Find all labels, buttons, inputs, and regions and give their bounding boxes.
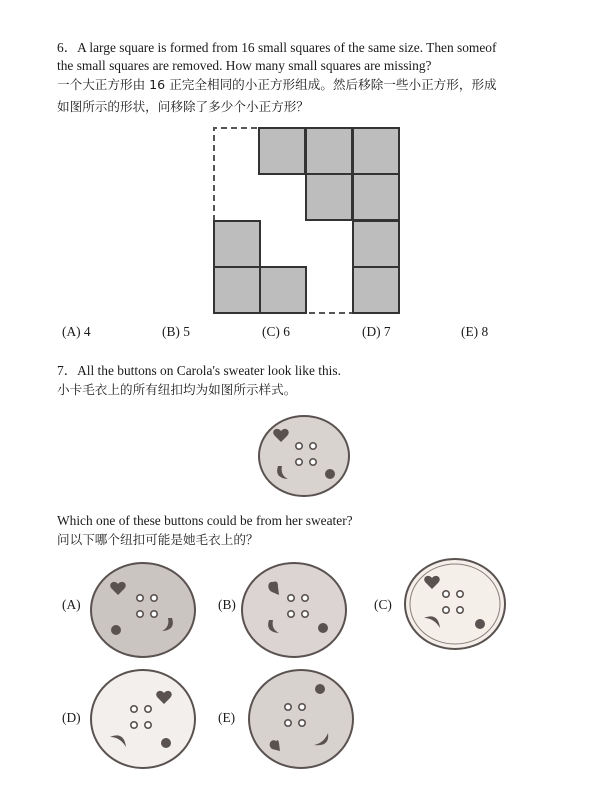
q6-number: 6． — [57, 40, 78, 55]
reference-button — [256, 414, 356, 498]
q7-option-c-label[interactable]: (C) — [374, 597, 392, 612]
q6-en-line1: 6．A large square is formed from 16 small squares of the same size. Then someof — [57, 40, 497, 55]
dot-icon — [325, 469, 335, 479]
q6-cn-line1: 一个大正方形由 16 正完全相同的小正方形组成。然后移除一些小正方形，形成 — [57, 77, 497, 92]
q6-option-c[interactable]: (C) 6 — [262, 324, 290, 339]
q7-cn-line2: 问以下哪个纽扣可能是她毛衣上的？ — [57, 532, 259, 547]
grid-square — [353, 174, 399, 220]
q6-cn-line2: 如图所示的形状，问移除了多少个小正方形？ — [57, 99, 309, 114]
option-c-button[interactable] — [402, 556, 508, 652]
grid-square — [260, 267, 306, 313]
q7-option-e-label[interactable]: (E) — [218, 710, 236, 725]
grid-square — [259, 128, 305, 174]
dot-icon — [318, 623, 328, 633]
grid-square — [353, 128, 399, 174]
grid-square — [353, 221, 399, 267]
option-a-button[interactable] — [88, 560, 198, 660]
q7-en-line2: Which one of these buttons could be from her sweater? — [57, 513, 353, 528]
grid-square — [306, 174, 352, 220]
q6-option-d[interactable]: (D) 7 — [362, 324, 391, 339]
q6-figure — [210, 124, 410, 319]
q7-en-line1: 7．All the buttons on Carola's sweater look like this. — [57, 363, 341, 378]
option-b-button[interactable] — [239, 560, 349, 660]
q6-option-a[interactable]: (A) 4 — [62, 324, 91, 339]
dot-icon — [315, 684, 325, 694]
q7-cn-line1: 小卡毛衣上的所有纽扣均为如图所示样式。 — [57, 382, 297, 397]
grid-square — [214, 267, 260, 313]
option-d-button[interactable] — [88, 667, 198, 771]
q6-en-line2: the small squares are removed. How many small squares are missing? — [57, 58, 432, 73]
q6-option-b[interactable]: (B) 5 — [162, 324, 190, 339]
dot-icon — [161, 738, 171, 748]
q6-option-e[interactable]: (E) 8 — [461, 324, 489, 339]
grid-square — [306, 128, 352, 174]
q7-option-b-label[interactable]: (B) — [218, 597, 236, 612]
grid-square — [353, 267, 399, 313]
grid-square — [214, 221, 260, 267]
dot-icon — [475, 619, 485, 629]
q7-option-a-label[interactable]: (A) — [62, 597, 81, 612]
dot-icon — [111, 625, 121, 635]
option-e-button[interactable] — [246, 667, 356, 771]
q7-number: 7． — [57, 363, 78, 378]
q7-option-d-label[interactable]: (D) — [62, 710, 81, 725]
